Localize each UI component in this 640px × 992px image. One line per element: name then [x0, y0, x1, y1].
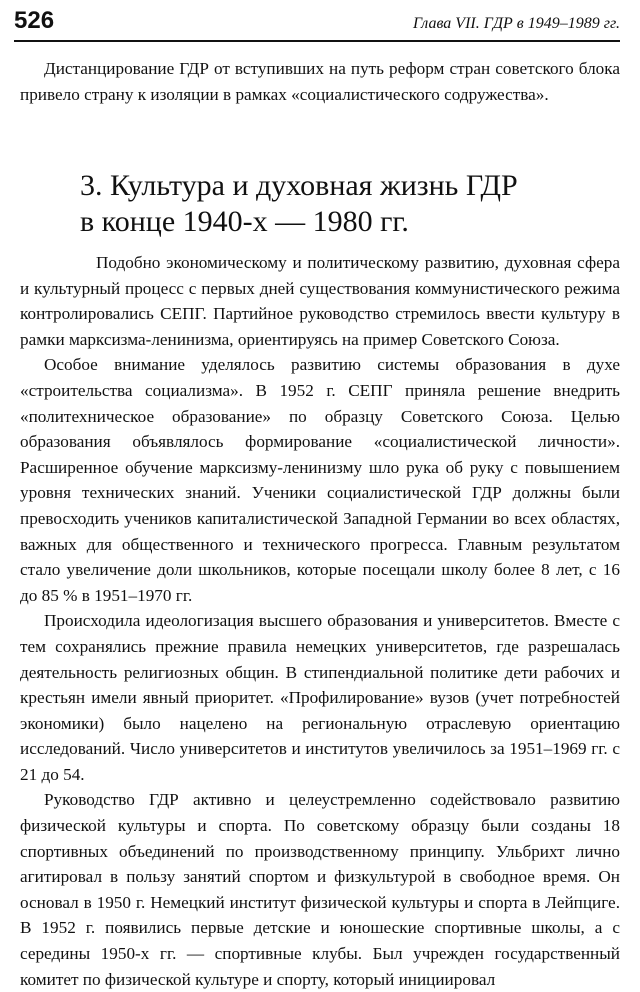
running-header: [14, 6, 620, 42]
section-heading: [80, 168, 620, 240]
section-heading-line-1: 3. Культура и духовная жизнь ГДР: [80, 169, 518, 202]
paragraph-4: Руководство ГДР активно и целеустремленно содействовало развитию физической культуры и спорта. По советскому образцу были созданы 18 спортивных объединений по производственному принципу. Ульбрихт лично агитировал в пользу занятий спортом и физкультурой в свободное время. Он основал в 1950 г. Немецкий институт физической культуры и спорта в Лейпциге. В 1952 г. появились первые детские и юношеские спортивные школы, а с середины 1950-х гг. — спортивные клубы. Был учрежден государственный комитет по физической культуре и спорту, который инициировал: [20, 790, 620, 989]
paragraph-2: Особое внимание уделялось развитию системы образования в духе «строительства социализма». В 1952 г. СЕПГ приняла решение внедрить «политехническое образование» по образцу Советского Союза. Целью образования объявлялось формирование «социалистической личности». Расширенное обучение марксизму-ленинизму шло рука об руку с повышением уровня технических знаний. Ученики социалистической ГДР должны были превосходить учеников капиталистической Западной Германии во всех областях, важных для общественного и технического прогресса. Главным результатом стало увеличение доли школьников, которые посещали школу более 8 лет, с 16 до 85 % в 1951–1970 гг.: [20, 355, 620, 605]
page-number: 526: [14, 7, 55, 34]
paragraph-1: Подобно экономическому и политическому развитию, духовная сфера и культурный процесс с первых дней существования коммунистического режима контролировались СЕПГ. Партийное руководство стремилось ввести культуру в рамки марксизма-ленинизма, ориентируясь на пример Советского Союза.: [20, 253, 620, 349]
paragraph-3: Происходила идеологизация высшего образования и университетов. Вместе с тем сохранялись прежние правила немецких университетов, где разрешалась деятельность религиозных общин. В стипендиальной политике дети рабочих и крестьян имели явный приоритет. «Профилирование» вузов (учет потребностей экономики) было нацелено на региональную отраслевую ориентацию исследований. Число университетов и институтов увеличилось за 1951–1969 гг. с 21 до 54.: [20, 611, 620, 784]
chapter-title: Глава VII. ГДР в 1949–1989 гг.: [413, 15, 620, 32]
section-heading-line-2: в конце 1940-х — 1980 гг.: [80, 205, 409, 238]
intro-paragraph: Дистанцирование ГДР от вступивших на путь реформ стран советского блока привело страну к изоляции в рамках «социалистического содружества».: [20, 59, 620, 104]
section-body: [20, 250, 620, 992]
